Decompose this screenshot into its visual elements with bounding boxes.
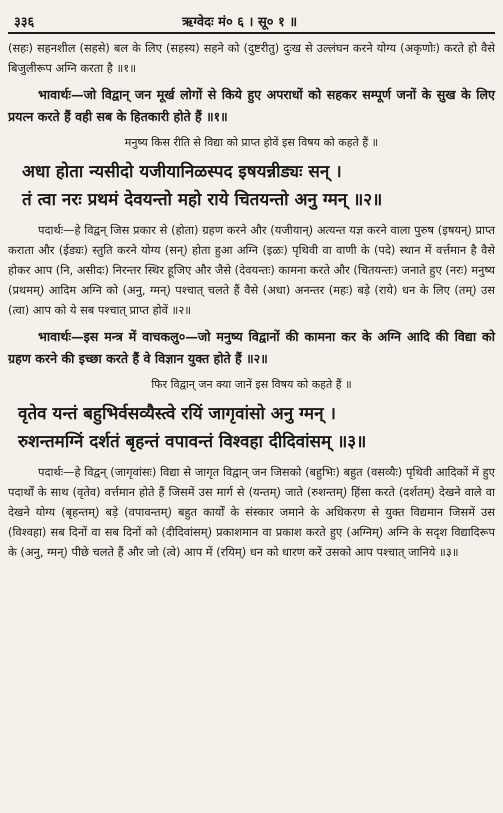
mantra-2 [8, 158, 495, 214]
mantra-3-line-2: रुशन्तमग्निं दर्शतं बृहन्तं वपावन्तं विश्वहा दीदिवांसम् ॥३॥ [18, 432, 367, 452]
mantra-3-line-1: वृतेव यन्तं बहुभिर्वसव्यैस्त्वे रयिं जागृवांसो अनु ग्मन् । [18, 404, 336, 424]
mantra-3 [8, 400, 495, 456]
page-number: ३३६ [14, 15, 35, 30]
page-title: ऋग्वेदः मं० ६ । सू० १ ॥ [182, 15, 298, 30]
mantra-2-line-2: तं त्वा नरः प्रथमं देवयन्तो महो राये चितयन्तो अनु ग्मन् ॥२॥ [22, 190, 383, 210]
bhavartha-2: भावार्थः—इस मन्त्र में वाचकलु०—जो मनुष्य विद्वानों की कामना कर के अग्नि आदि की विद्या को ग्रहण करने की इच्छा करते हैं वे विज्ञान युक्त होते हैं ॥२॥ [8, 329, 495, 366]
padartha-1-end: (सहः) सहनशील (सहसे) बल के लिए (सहस्य) सहने को (दुष्टरीतु) दुःख से उल्लंघन करने योग्य (अकृणोः) करते हो वैसे बिजुलीरूप अग्नि करता है ॥१॥ [8, 41, 495, 75]
page-header [8, 0, 495, 32]
header-rule [8, 32, 495, 34]
intro-line-2: फिर विद्वान् जन क्या जानें इस विषय को कहते हैं ॥ [151, 378, 352, 391]
bhavartha-1: भावार्थः—जो विद्वान् जन मूर्ख लोगों से किये हुए अपराधों को सहकर सम्पूर्ण जनों के सुख के लिए प्रयत्न करते हैं वही सब के हितकारी होते हैं ॥१॥ [8, 87, 495, 124]
mantra-2-line-1: अधा होता न्यसीदो यजीयानिळस्पद इषयन्नीड्यः सन् । [22, 162, 342, 182]
intro-line-1: मनुष्य किस रीति से विद्या को प्राप्त होवें इस विषय को कहते हैं ॥ [124, 136, 379, 149]
padartha-2: पदार्थः—हे विद्वन् जिस प्रकार से (होता) ग्रहण करने और (यजीयान्) अत्यन्त यज्ञ करने वाला पुरुष (इषयन्) प्राप्त कराता और (ईड्यः) स्तुति करने योग्य (सन्) होता हुआ अग्नि (इळः) पृथिवी वा वाणी के (पदे) स्थान में वर्त्तमान है वैसे होकर आप (नि, असीदः) निरन्तर स्थिर हूजिए और जैसे (देवयन्तः) कामना करते और (चितयन्तः) जनाते हुए (नरः) मनुष्य (प्रथमम्) आदिम अग्नि को (अनु, ग्मन्) पश्चात् चलते हैं वैसे (अधा) अनन्तर (महः) बड़े (राये) धन के लिए (तम्) उस (त्वा) आप को ये सब पश्चात् प्राप्त होवें ॥२॥ [8, 223, 495, 317]
padartha-3: पदार्थः—हे विद्वन् (जागृवांसः) विद्या से जागृत विद्वान् जन जिसको (बहुभिः) बहुत (वसव्यैः) पृथिवी आदिकों में हुए पदार्थों के साथ (वृतेव) वर्त्तमान होते हैं जिसमें उस मार्ग से (यन्तम्) जाते (रुशन्तम्) हिंसा करते (दर्शतम्) देखने वाले वा देखने योग्य (बृहन्तम्) बड़े (वपावन्तम्) बहुत कार्यों के संस्कार जमाने के अधिकरण से युक्त विद्यमान जिसमें उस (विश्वहा) सब दिनों वा सब दिनों को (दीदिवांसम्) प्रकाशमान वा प्रकाश करते हुए (अग्निम्) अग्नि के सदृश विद्यादिरूप के (अनु, ग्मन्) पीछे चलते हैं और जो (त्वे) आप में (रयिम्) धन को धारण करें उसको आप पश्चात् जानिये ॥३॥ [8, 465, 495, 559]
